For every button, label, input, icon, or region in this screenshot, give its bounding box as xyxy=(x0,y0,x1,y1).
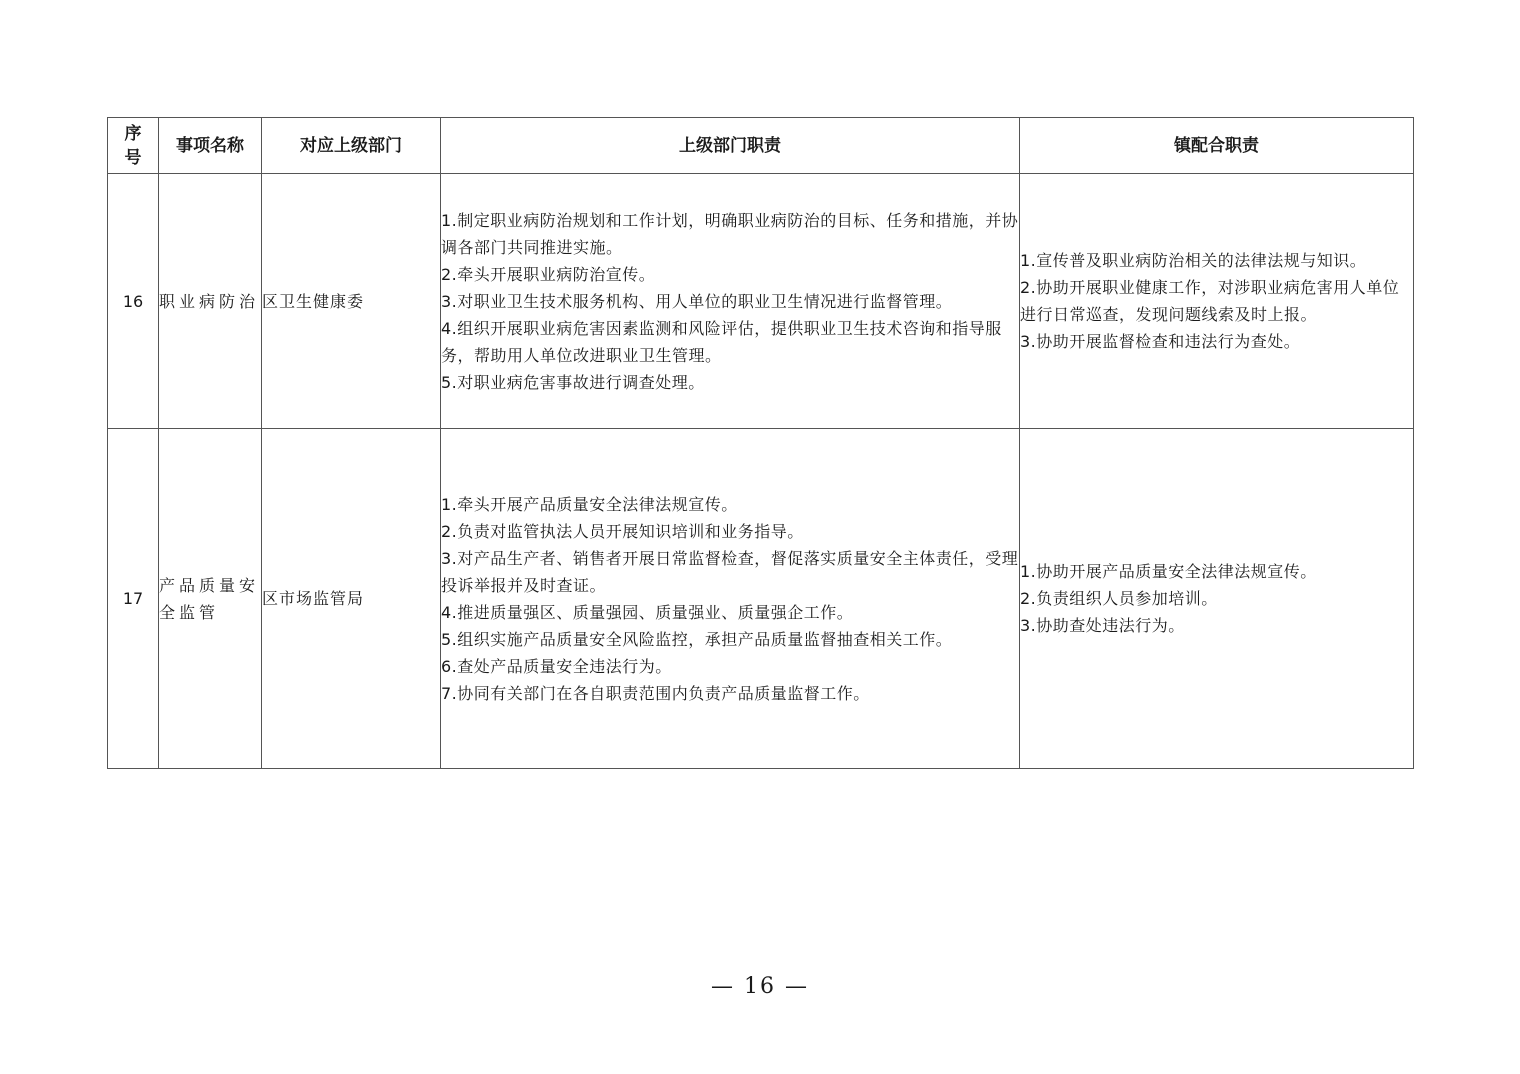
town-duty-item: 1.宣传普及职业病防治相关的法律法规与知识。 xyxy=(1020,251,1367,270)
upper-duty-item: 5.组织实施产品质量安全风险监控，承担产品质量监督抽查相关工作。 xyxy=(441,629,953,649)
table-header-row xyxy=(108,118,1414,174)
row-town-duties xyxy=(1020,429,1414,769)
town-duty-item: 1.协助开展产品质量安全法律法规宣传。 xyxy=(1020,562,1317,581)
header-upper-duties: 上级部门职责 xyxy=(441,118,1020,174)
upper-duty-item: 3.对职业卫生技术服务机构、用人单位的职业卫生情况进行监督管理。 xyxy=(441,291,953,311)
header-town-duties: 镇配合职责 xyxy=(1020,118,1414,174)
upper-duty-item: 1.制定职业病防治规划和工作计划，明确职业病防治的目标、任务和措施，并协调各部门共同推进实施。 xyxy=(441,210,1019,257)
row-item-name: 产品质量安全监管 xyxy=(159,429,262,769)
header-seq-line1: 序 xyxy=(124,123,142,144)
row-seq: 17 xyxy=(108,429,159,769)
upper-duty-item: 3.对产品生产者、销售者开展日常监督检查，督促落实质量安全主体责任，受理投诉举报并及时查证。 xyxy=(441,548,1019,595)
row-dept: 区市场监管局 xyxy=(262,429,441,769)
upper-duty-item: 2.牵头开展职业病防治宣传。 xyxy=(441,264,656,284)
upper-duty-item: 5.对职业病危害事故进行调查处理。 xyxy=(441,372,705,392)
town-duty-item: 3.协助查处违法行为。 xyxy=(1020,616,1185,635)
header-item-name: 事项名称 xyxy=(159,118,262,174)
header-seq xyxy=(108,118,159,174)
row-dept: 区卫生健康委 xyxy=(262,174,441,429)
upper-duty-item: 4.组织开展职业病危害因素监测和风险评估，提供职业卫生技术咨询和指导服务，帮助用人单位改进职业卫生管理。 xyxy=(441,318,1002,365)
town-duty-item: 3.协助开展监督检查和违法行为查处。 xyxy=(1020,332,1301,351)
table-row xyxy=(108,429,1414,769)
row-town-duties xyxy=(1020,174,1414,429)
duty-table xyxy=(107,117,1414,769)
row-upper-duties xyxy=(441,429,1020,769)
town-duty-item: 2.协助开展职业健康工作，对涉职业病危害用人单位进行日常巡查，发现问题线索及时上报。 xyxy=(1020,278,1400,324)
row-item-name: 职业病防治 xyxy=(159,174,262,429)
header-seq-line2: 号 xyxy=(124,147,142,168)
town-duty-item: 2.负责组织人员参加培训。 xyxy=(1020,589,1218,608)
row-seq: 16 xyxy=(108,174,159,429)
upper-duty-item: 6.查处产品质量安全违法行为。 xyxy=(441,656,672,676)
upper-duty-item: 1.牵头开展产品质量安全法律法规宣传。 xyxy=(441,494,738,514)
row-upper-duties xyxy=(441,174,1020,429)
header-dept: 对应上级部门 xyxy=(262,118,441,174)
table-row xyxy=(108,174,1414,429)
upper-duty-item: 2.负责对监管执法人员开展知识培训和业务指导。 xyxy=(441,521,804,541)
upper-duty-item: 7.协同有关部门在各自职责范围内负责产品质量监督工作。 xyxy=(441,683,870,703)
page-number: — 16 — xyxy=(711,974,809,999)
upper-duty-item: 4.推进质量强区、质量强园、质量强业、质量强企工作。 xyxy=(441,602,854,622)
